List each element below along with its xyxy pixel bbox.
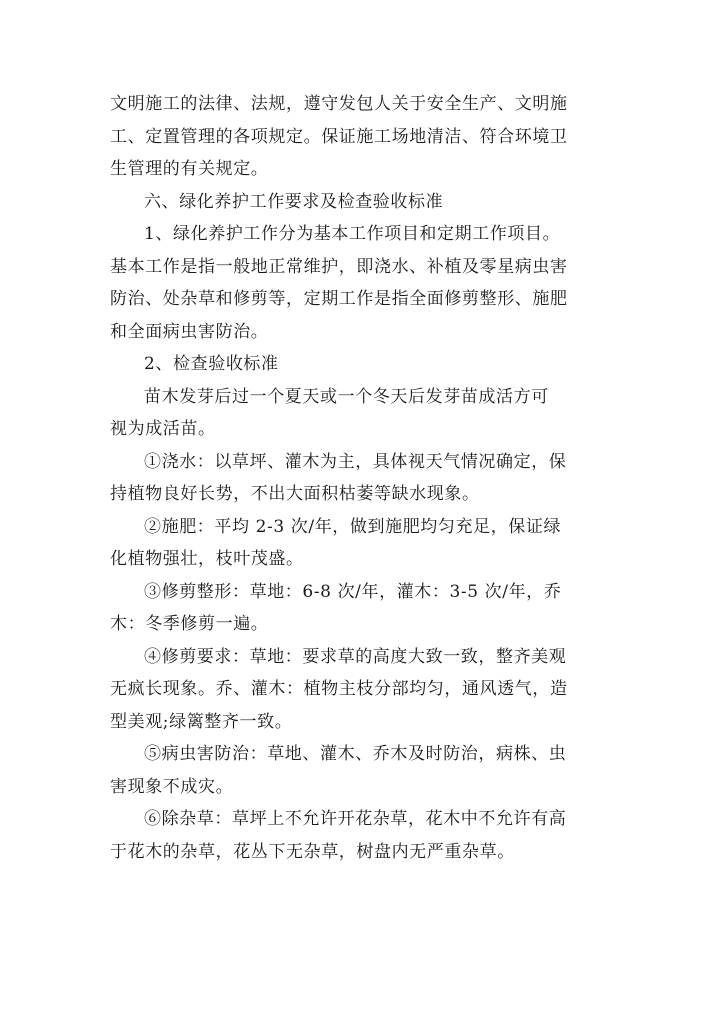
list-item-weeding: ⑥除杂草：草坪上不允许开花杂草，花木中不允许有高	[144, 809, 567, 829]
text-line: 和全面病虫害防治。	[110, 321, 269, 342]
text-line: 1、绿化养护工作分为基本工作项目和定期工作项目。	[144, 224, 561, 244]
list-item-pruning-requirements: ④修剪要求：草地：要求草的高度大致一致，整齐美观	[144, 646, 567, 667]
list-item-fertilizing: ②施肥：平均 2-3 次/年，做到施肥均匀充足，保证绿	[144, 516, 562, 537]
text-line: 于花木的杂草，花丛下无杂草，树盘内无严重杂草。	[110, 841, 515, 862]
text-line: 文明施工的法律、法规，遵守发包人关于安全生产、文明施	[110, 94, 568, 114]
text-line: 无疯长现象。乔、灌木：植物主枝分部均匀，通风透气，造	[110, 679, 568, 699]
document-body	[110, 88, 610, 868]
list-item-pruning: ③修剪整形：草地：6-8 次/年，灌木：3-5 次/年，乔	[144, 581, 562, 602]
text-line: 基本工作是指一般地正常维护，即浇水、补植及零星病虫害	[110, 256, 568, 277]
section-heading: 六、绿化养护工作要求及检查验收标准	[144, 191, 444, 212]
text-line: 生管理的有关规定。	[110, 159, 269, 179]
list-item-watering: ①浇水：以草坪、灌木为主，具体视天气情况确定，保	[144, 451, 567, 472]
text-line: 化植物强壮，枝叶茂盛。	[110, 549, 304, 569]
text-line: 防治、处杂草和修剪等，定期工作是指全面修剪整形、施肥	[110, 289, 568, 309]
text-line: 持植物良好长势，不出大面积枯萎等缺水现象。	[110, 484, 480, 504]
text-line: 工、定置管理的各项规定。保证施工场地清洁、符合环境卫	[110, 126, 568, 147]
text-line: 木：冬季修剪一遍。	[110, 614, 269, 634]
subsection-heading: 2、检查验收标准	[144, 354, 279, 374]
list-item-pest-control: ⑤病虫害防治：草地、灌木、乔木及时防治，病株、虫	[144, 744, 567, 764]
text-line: 害现象不成灾。	[110, 776, 234, 797]
text-line: 型美观;绿篱整齐一致。	[110, 711, 293, 732]
text-line: 苗木发芽后过一个夏天或一个冬天后发芽苗成活方可	[144, 386, 549, 407]
text-line: 视为成活苗。	[110, 419, 216, 439]
